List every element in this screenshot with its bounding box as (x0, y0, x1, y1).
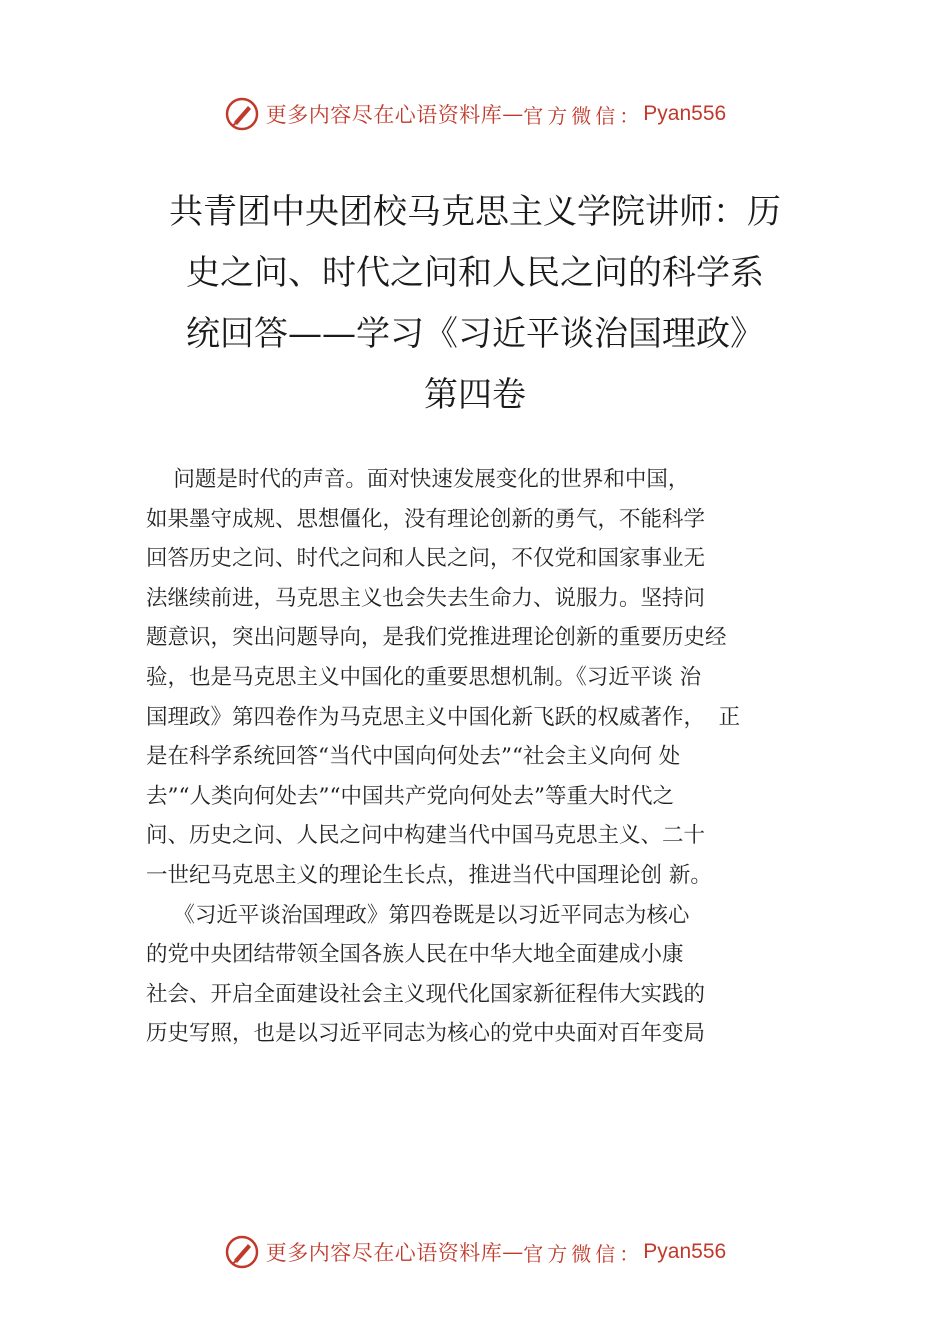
watermark-dash: — (502, 1240, 524, 1264)
body-line: 问、历史之问、人民之问中构建当代中国马克思主义、二十 (146, 823, 706, 849)
body-line: 验，也是马克思主义中国化的重要思想机制。《习近平谈 治 (146, 664, 702, 690)
watermark-id: Pyan556 (643, 1240, 727, 1263)
watermark-text: 更多内容尽在心语资料库 (265, 1241, 503, 1265)
body-line: 问题是时代的声音。面对快速发展变化的世界和中国， (146, 467, 690, 492)
title-line: 第四卷 (424, 375, 526, 415)
body-line: 社会、开启全面建设社会主义现代化国家新征程伟大实践的 (146, 981, 706, 1007)
document-title (130, 182, 820, 426)
title-line: 共青团中央团校马克思主义学院讲师：历 (169, 192, 781, 232)
body-line: 如果墨守成规、思想僵化，没有理论创新的勇气，不能科学 (146, 506, 706, 532)
watermark-dash: — (502, 102, 524, 126)
title-line: 统回答——学习《习近平谈治国理政》 (186, 314, 764, 354)
watermark-label: 官方微信： (523, 1241, 644, 1266)
body-line: 的党中央团结带领全国各族人民在中华大地全面建成小康 (146, 942, 684, 968)
document-body (146, 460, 836, 1054)
watermark-id: Pyan556 (643, 102, 727, 125)
body-line: 法继续前进，马克思主义也会失去生命力、说服力。坚持问 (146, 585, 706, 611)
body-line: 历史写照，也是以习近平同志为核心的党中央面对百年变局 (146, 1021, 706, 1047)
title-line: 史之问、时代之问和人民之问的科学系 (186, 253, 764, 293)
pen-logo-icon (224, 96, 260, 132)
pen-logo-icon (224, 1234, 260, 1270)
watermark-header (0, 94, 950, 134)
body-line: 去”“人类向何处去”“中国共产党向何处去”等重大时代之 (146, 783, 674, 809)
body-line: 是在科学系统回答“当代中国向何处去”“社会主义向何 处 (146, 744, 681, 770)
body-line: 回答历史之问、时代之问和人民之问，不仅党和国家事业无 (146, 546, 706, 572)
watermark-footer (0, 1232, 950, 1272)
body-line: 一世纪马克思主义的理论生长点，推进当代中国理论创 新。 (146, 862, 712, 888)
body-line: 国理政》第四卷作为马克思主义中国化新飞跃的权威著作， 正 (146, 704, 741, 730)
watermark-text: 更多内容尽在心语资料库 (265, 103, 503, 127)
body-line: 《习近平谈治国理政》第四卷既是以习近平同志为核心 (146, 902, 690, 928)
body-line: 题意识，突出问题导向，是我们党推进理论创新的重要历史经 (146, 625, 727, 651)
watermark-label: 官方微信： (523, 103, 644, 128)
